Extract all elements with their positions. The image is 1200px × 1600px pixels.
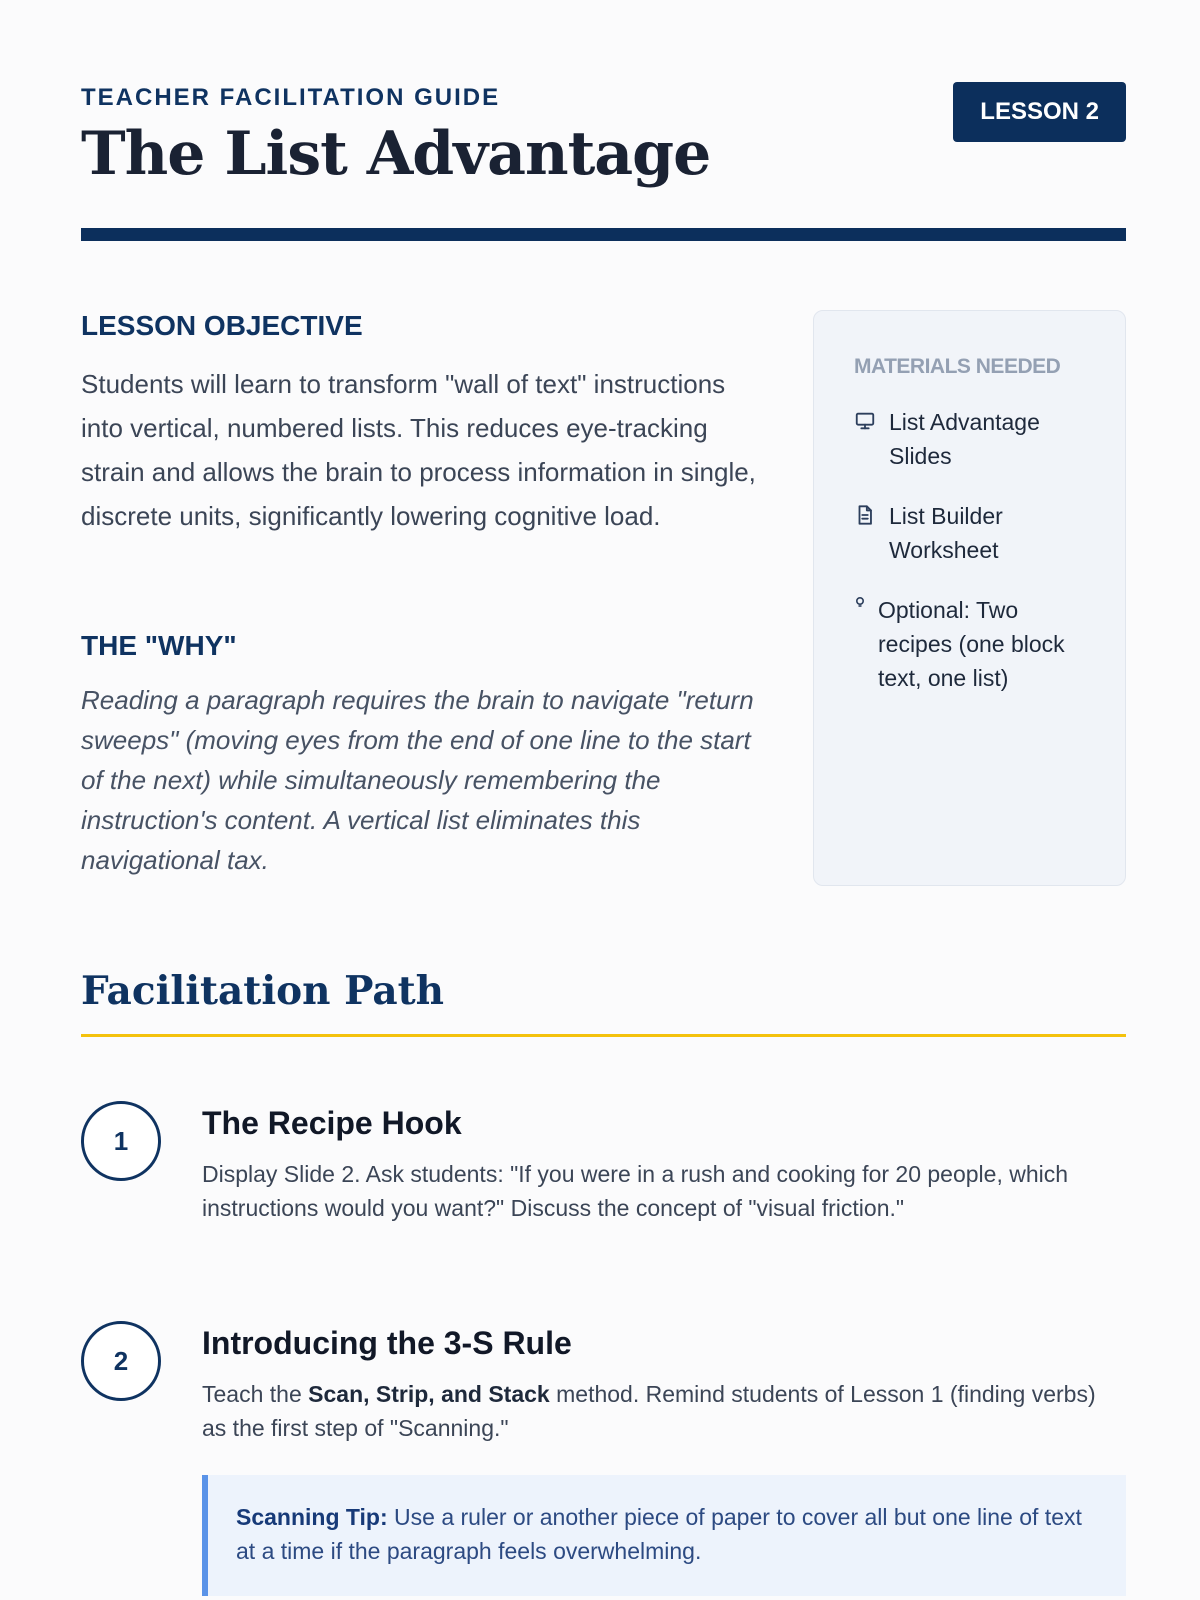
- guide-eyebrow: TEACHER FACILITATION GUIDE: [81, 84, 501, 111]
- guide-header: [81, 82, 1126, 242]
- facilitation-heading: Facilitation Path: [81, 968, 444, 1014]
- method-name: Scan, Strip, and Stack: [308, 1381, 550, 1407]
- step-number-badge: 2: [81, 1321, 161, 1401]
- objective-column: [81, 310, 761, 875]
- tip-text: Use a ruler or another piece of paper to cover all but one line of text at a time if the paragraph feels overwhelming.: [236, 1504, 1082, 1564]
- tip-label: Scanning Tip:: [236, 1504, 388, 1530]
- material-item: [854, 593, 1085, 695]
- step-content: [202, 1321, 1126, 1596]
- header-divider: [81, 228, 1126, 241]
- lightbulb-icon: [854, 596, 866, 608]
- material-item: [854, 499, 1085, 567]
- monitor-icon: [854, 410, 876, 432]
- lesson-badge: LESSON 2: [953, 82, 1126, 142]
- scanning-tip-callout: [202, 1475, 1126, 1596]
- document-icon: [854, 504, 876, 526]
- step-description: [202, 1377, 1126, 1445]
- facilitation-guide-page: [81, 0, 1126, 1600]
- why-text: Reading a paragraph requires the brain to navigate "return sweeps" (moving eyes from the end of one line to the start of the next) while simultaneously remembering the instruction's content. A vertical list eliminates this navigational tax.: [81, 685, 754, 875]
- step-text-end: method. Remind students of Lesson 1 (finding verbs) as the first step of "Scanning.": [202, 1381, 1096, 1441]
- step-content: [202, 1101, 1126, 1225]
- why-heading: THE "WHY": [81, 630, 237, 661]
- material-label: List Builder Worksheet: [889, 503, 1003, 563]
- materials-panel: [813, 310, 1126, 886]
- page-title: The List Advantage: [81, 119, 711, 189]
- step-text-start: Teach the: [202, 1381, 309, 1407]
- material-label: Optional: Two recipes (one block text, one list): [878, 597, 1065, 691]
- material-item: [854, 405, 1085, 473]
- step-title: The Recipe Hook: [202, 1105, 462, 1141]
- material-label: List Advantage Slides: [889, 409, 1040, 469]
- materials-heading: MATERIALS NEEDED: [854, 355, 1061, 378]
- objective-text: Students will learn to transform "wall of text" instructions into vertical, numbered lists. This reduces eye-tracking strain and allows the brain to process information in single, discrete units, significantly lowering cognitive load.: [81, 369, 756, 531]
- step-number-badge: 1: [81, 1101, 161, 1181]
- step-description: Display Slide 2. Ask students: "If you were in a rush and cooking for 20 people, which instructions would you want?" Discuss the concept of "visual friction.": [202, 1161, 1069, 1221]
- step-title: Introducing the 3-S Rule: [202, 1325, 572, 1361]
- facilitation-divider: [81, 1034, 1126, 1037]
- objective-heading: LESSON OBJECTIVE: [81, 310, 363, 341]
